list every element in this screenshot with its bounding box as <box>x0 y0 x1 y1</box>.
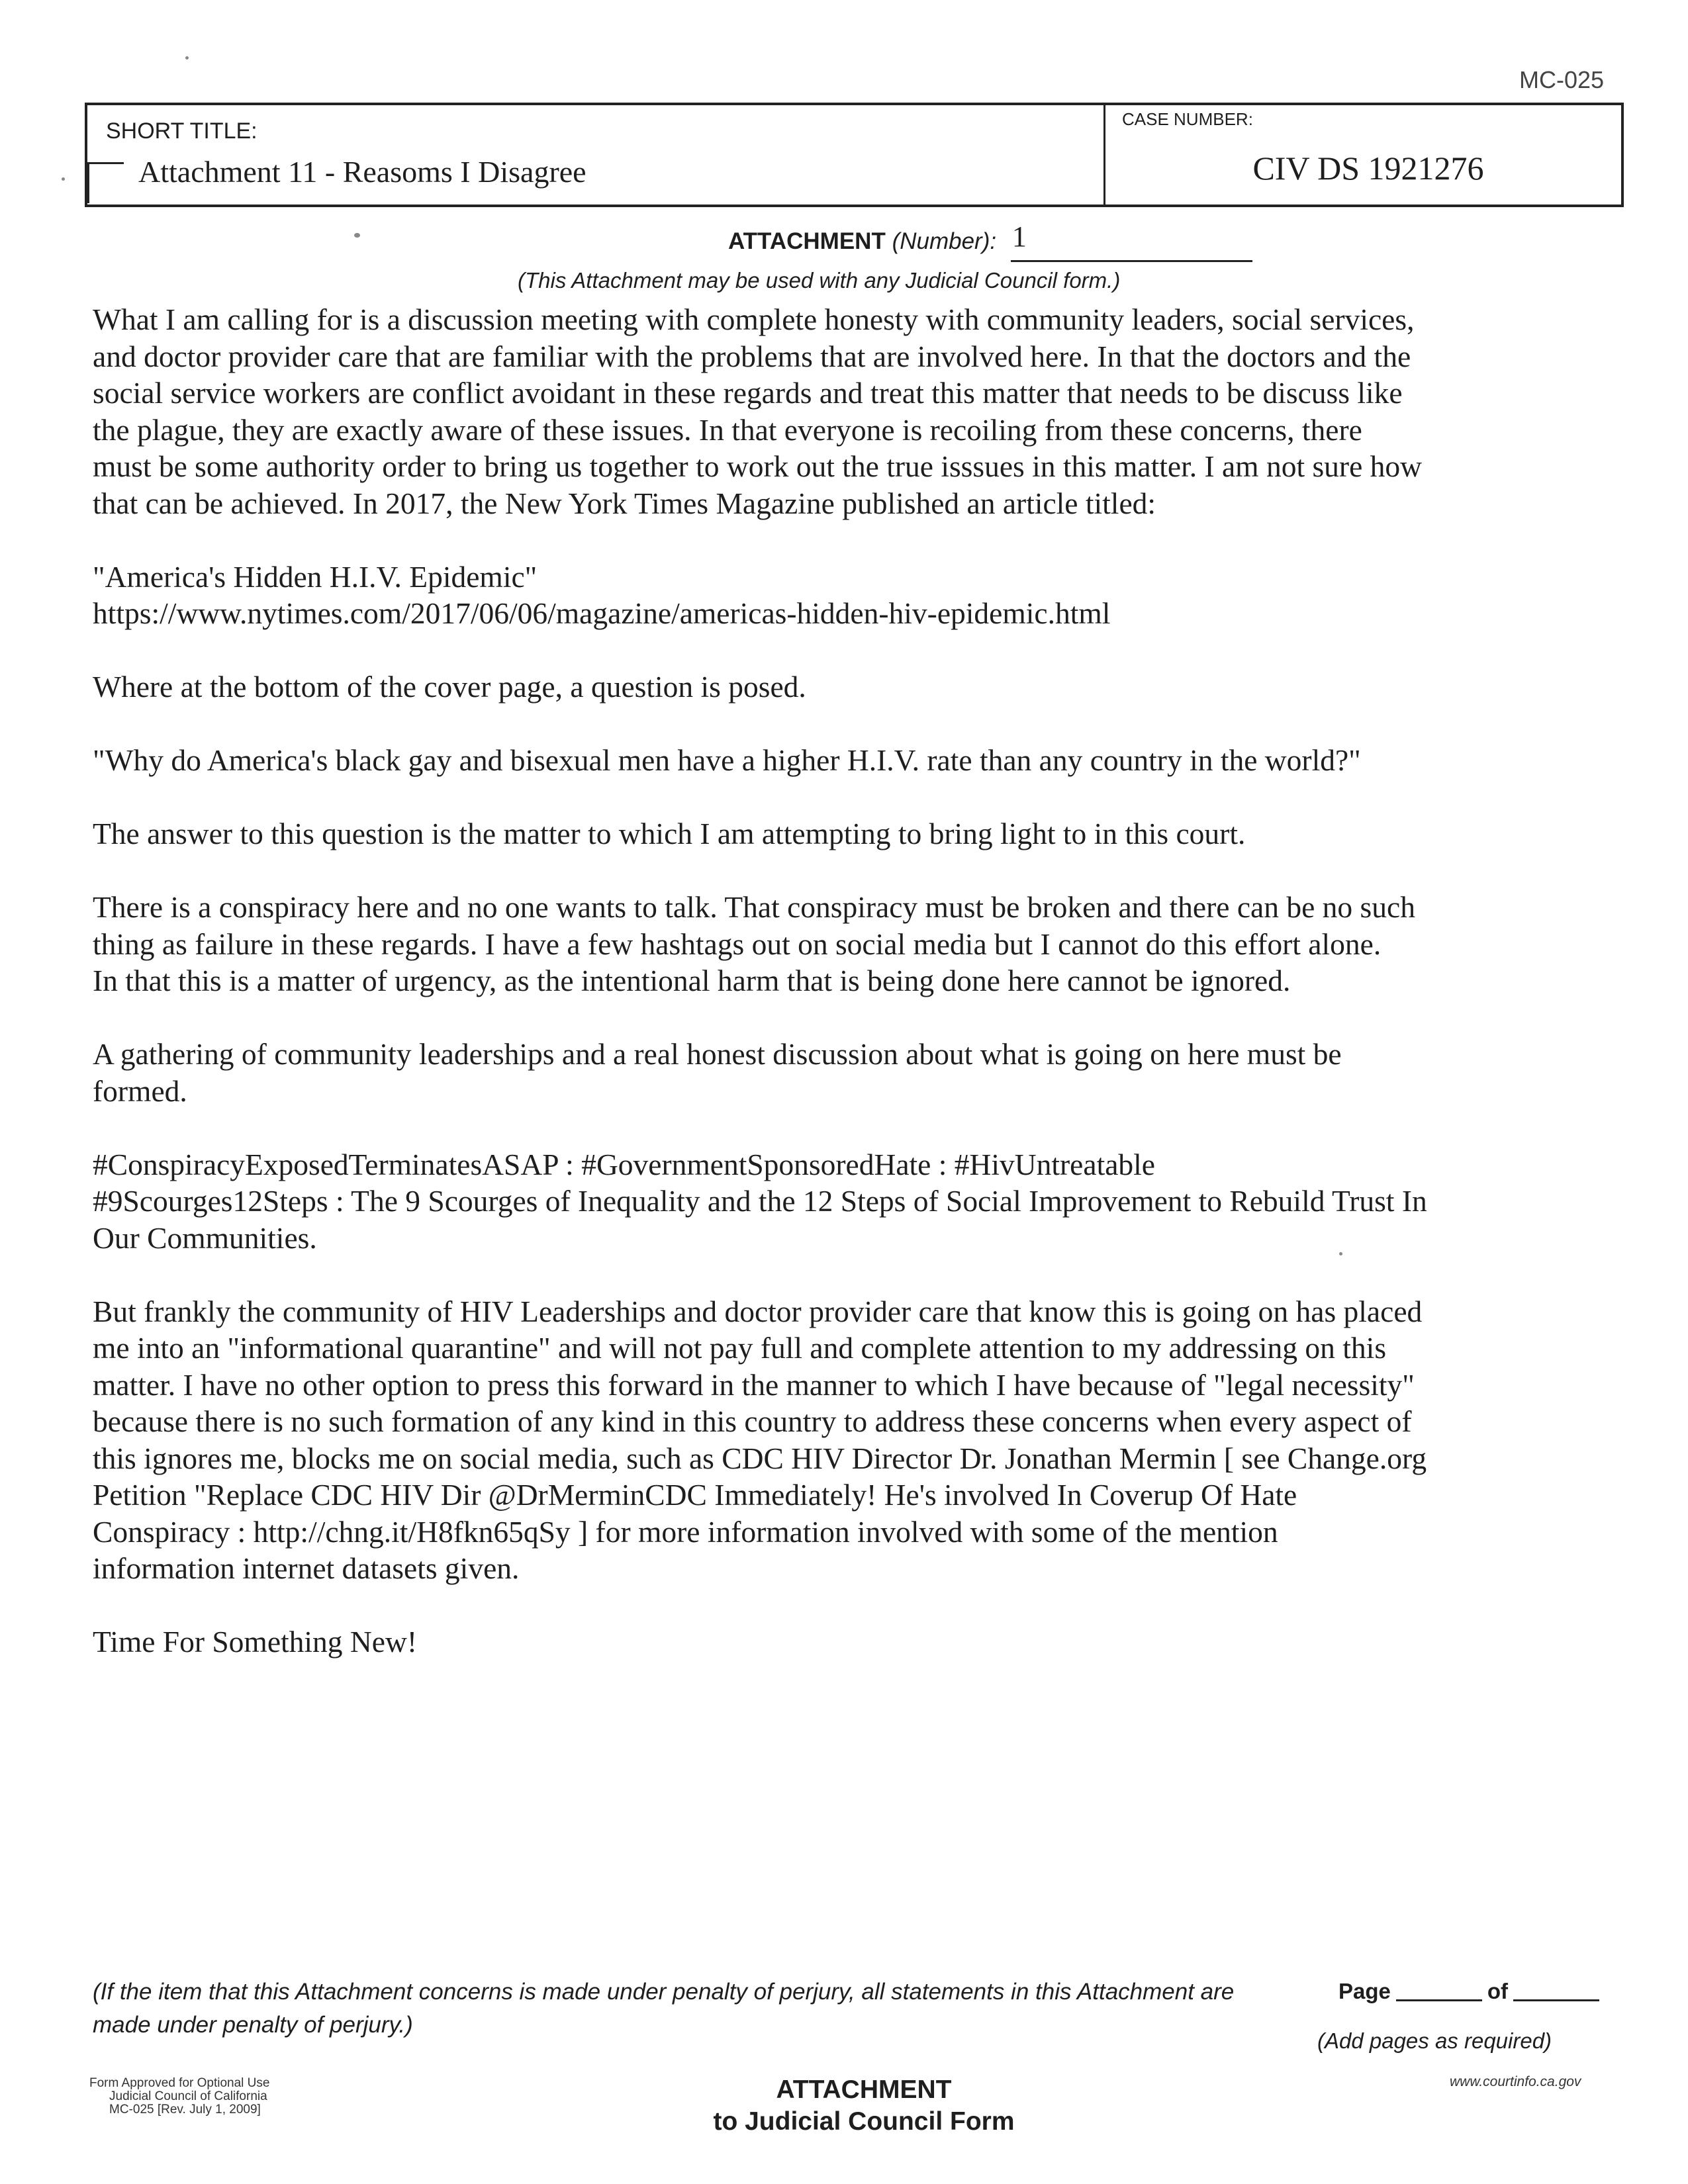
body-line: social service workers are conflict avoidant in these regards and treat this matter that needs to be discuss like <box>93 376 1403 410</box>
body-line: me into an "informational quarantine" and will not pay full and complete attention to my addressing on this <box>93 1331 1387 1365</box>
caption-divider <box>1103 105 1105 205</box>
short-title-value: Attachment 11 - Reasoms I Disagree <box>138 155 586 189</box>
body-paragraph <box>93 559 1615 632</box>
body-line: information internet datasets given. <box>93 1551 520 1585</box>
form-approval-line: Judicial Council of California <box>109 2089 267 2103</box>
body-paragraph <box>93 1146 1615 1257</box>
caption-box <box>85 103 1624 207</box>
paragraph-gap <box>93 522 1615 559</box>
page-label: Page <box>1338 1979 1391 2003</box>
paragraph-gap <box>93 1256 1615 1293</box>
body-line: #ConspiracyExposedTerminatesASAP : #GovernmentSponsoredHate : #HivUntreatable <box>93 1147 1155 1181</box>
form-number: MC-025 <box>1519 66 1605 93</box>
body-line: Our Communities. <box>93 1220 317 1255</box>
body-line: There is a conspiracy here and no one wants to talk. That conspiracy must be broken and there can be no such <box>93 890 1415 924</box>
body-line: What I am calling for is a discussion meeting with complete honesty with community leaders, social services, <box>93 302 1415 336</box>
body-paragraph <box>93 1623 1615 1661</box>
title-tick-mark <box>87 162 124 164</box>
body-paragraph <box>93 1293 1615 1587</box>
body-line: #9Scourges12Steps : The 9 Scourges of Inequality and the 12 Steps of Social Improvement to Rebuild Trust In <box>93 1184 1427 1218</box>
short-title-label: SHORT TITLE: <box>106 118 258 144</box>
footer-subtitle: to Judicial Council Form <box>713 2107 1015 2136</box>
footer-form-title <box>649 2074 1079 2138</box>
body-line: formed. <box>93 1073 187 1108</box>
body-line: The answer to this question is the matter to which I am attempting to bring light to in this court. <box>93 817 1246 850</box>
body-line: because there is no such formation of any kind in this country to address these concerns when every aspect of <box>93 1404 1412 1438</box>
scan-speck <box>1339 1252 1342 1255</box>
perjury-note: (If the item that this Attachment concerns is made under penalty of perjury, all statements in this Attachment are made under penalty of perjury.) <box>93 1979 1235 2038</box>
add-pages-note: (Add pages as required) <box>1317 2028 1552 2053</box>
footer-website: www.courtinfo.ca.gov <box>1450 2074 1581 2089</box>
paragraph-gap <box>93 852 1615 889</box>
body-paragraph <box>93 889 1615 999</box>
body-line: "Why do America's black gay and bisexual men have a higher H.I.V. rate than any country in the world?" <box>93 743 1361 777</box>
body-line: this ignores me, blocks me on social media, such as CDC HIV Director Dr. Jonathan Mermin [ see Change.org <box>93 1441 1427 1475</box>
scan-speck <box>354 233 360 238</box>
body-paragraph <box>93 1036 1615 1109</box>
body-line: and doctor provider care that are familiar with the problems that are involved here. In that the doctors and the <box>93 339 1411 373</box>
attachment-label: ATTACHMENT <box>728 228 886 254</box>
body-paragraph <box>93 301 1615 522</box>
body-line: Petition "Replace CDC HIV Dir @DrMerminCDC Immediately! He's involved In Coverup Of Hate <box>93 1478 1297 1512</box>
page-number-blank <box>1396 1999 1482 2001</box>
paragraph-gap <box>93 1109 1615 1146</box>
paragraph-gap <box>93 1587 1615 1624</box>
body-line: Conspiracy : http://chng.it/H8fkn65qSy ] for more information involved with some of the mention <box>93 1514 1278 1549</box>
form-approval-line: Form Approved for Optional Use <box>89 2076 270 2090</box>
case-number-label: CASE NUMBER: <box>1122 109 1253 129</box>
footer-title: ATTACHMENT <box>776 2075 952 2104</box>
paragraph-gap <box>93 705 1615 743</box>
paragraph-gap <box>93 999 1615 1036</box>
attachment-number-row <box>728 222 1252 258</box>
body-line: that can be achieved. In 2017, the New York Times Magazine published an article titled: <box>93 486 1156 520</box>
body-line: Time For Something New! <box>93 1625 417 1659</box>
attachment-number-value: 1 <box>1011 220 1027 253</box>
body-line: matter. I have no other option to press this forward in the manner to which I have because of "legal necessity" <box>93 1367 1415 1402</box>
body-paragraph <box>93 668 1615 705</box>
page-count-row <box>1338 1979 1605 2004</box>
paragraph-gap <box>93 779 1615 816</box>
case-number-value: CIV DS 1921276 <box>1252 150 1484 187</box>
body-line: In that this is a matter of urgency, as the intentional harm that is being done here cannot be ignored. <box>93 964 1291 997</box>
scan-speck <box>62 177 65 181</box>
attachment-number-label: (Number): <box>892 228 997 254</box>
page-total-blank <box>1513 1999 1599 2001</box>
body-line: the plague, they are exactly aware of these issues. In that everyone is recoiling from these concerns, there <box>93 412 1362 447</box>
body-line: must be some authority order to bring us together to work out the true isssues in this matter. I am not sure how <box>93 449 1422 483</box>
attachment-number-line <box>1011 220 1252 262</box>
scan-speck <box>185 56 189 60</box>
body-paragraph <box>93 742 1615 779</box>
body-paragraph <box>93 815 1615 852</box>
form-approval-line: MC-025 [Rev. July 1, 2009] <box>109 2103 261 2116</box>
form-approval-note <box>89 2077 269 2116</box>
attachment-body <box>93 301 1615 1661</box>
paragraph-gap <box>93 632 1615 669</box>
title-tick-mark-vertical <box>87 162 89 203</box>
body-line: https://www.nytimes.com/2017/06/06/magazine/americas-hidden-hiv-epidemic.html <box>93 596 1111 630</box>
attachment-note: (This Attachment may be used with any Judicial Council form.) <box>518 268 1121 293</box>
body-line: "America's Hidden H.I.V. Epidemic" <box>93 559 538 594</box>
body-line: A gathering of community leaderships and a real honest discussion about what is going on here must be <box>93 1037 1342 1071</box>
of-label: of <box>1487 1979 1509 2003</box>
body-line: Where at the bottom of the cover page, a question is posed. <box>93 670 806 704</box>
body-line: thing as failure in these regards. I have a few hashtags out on social media but I cannot do this effort alone. <box>93 927 1382 961</box>
body-line: But frankly the community of HIV Leaderships and doctor provider care that know this is going on has placed <box>93 1294 1423 1328</box>
